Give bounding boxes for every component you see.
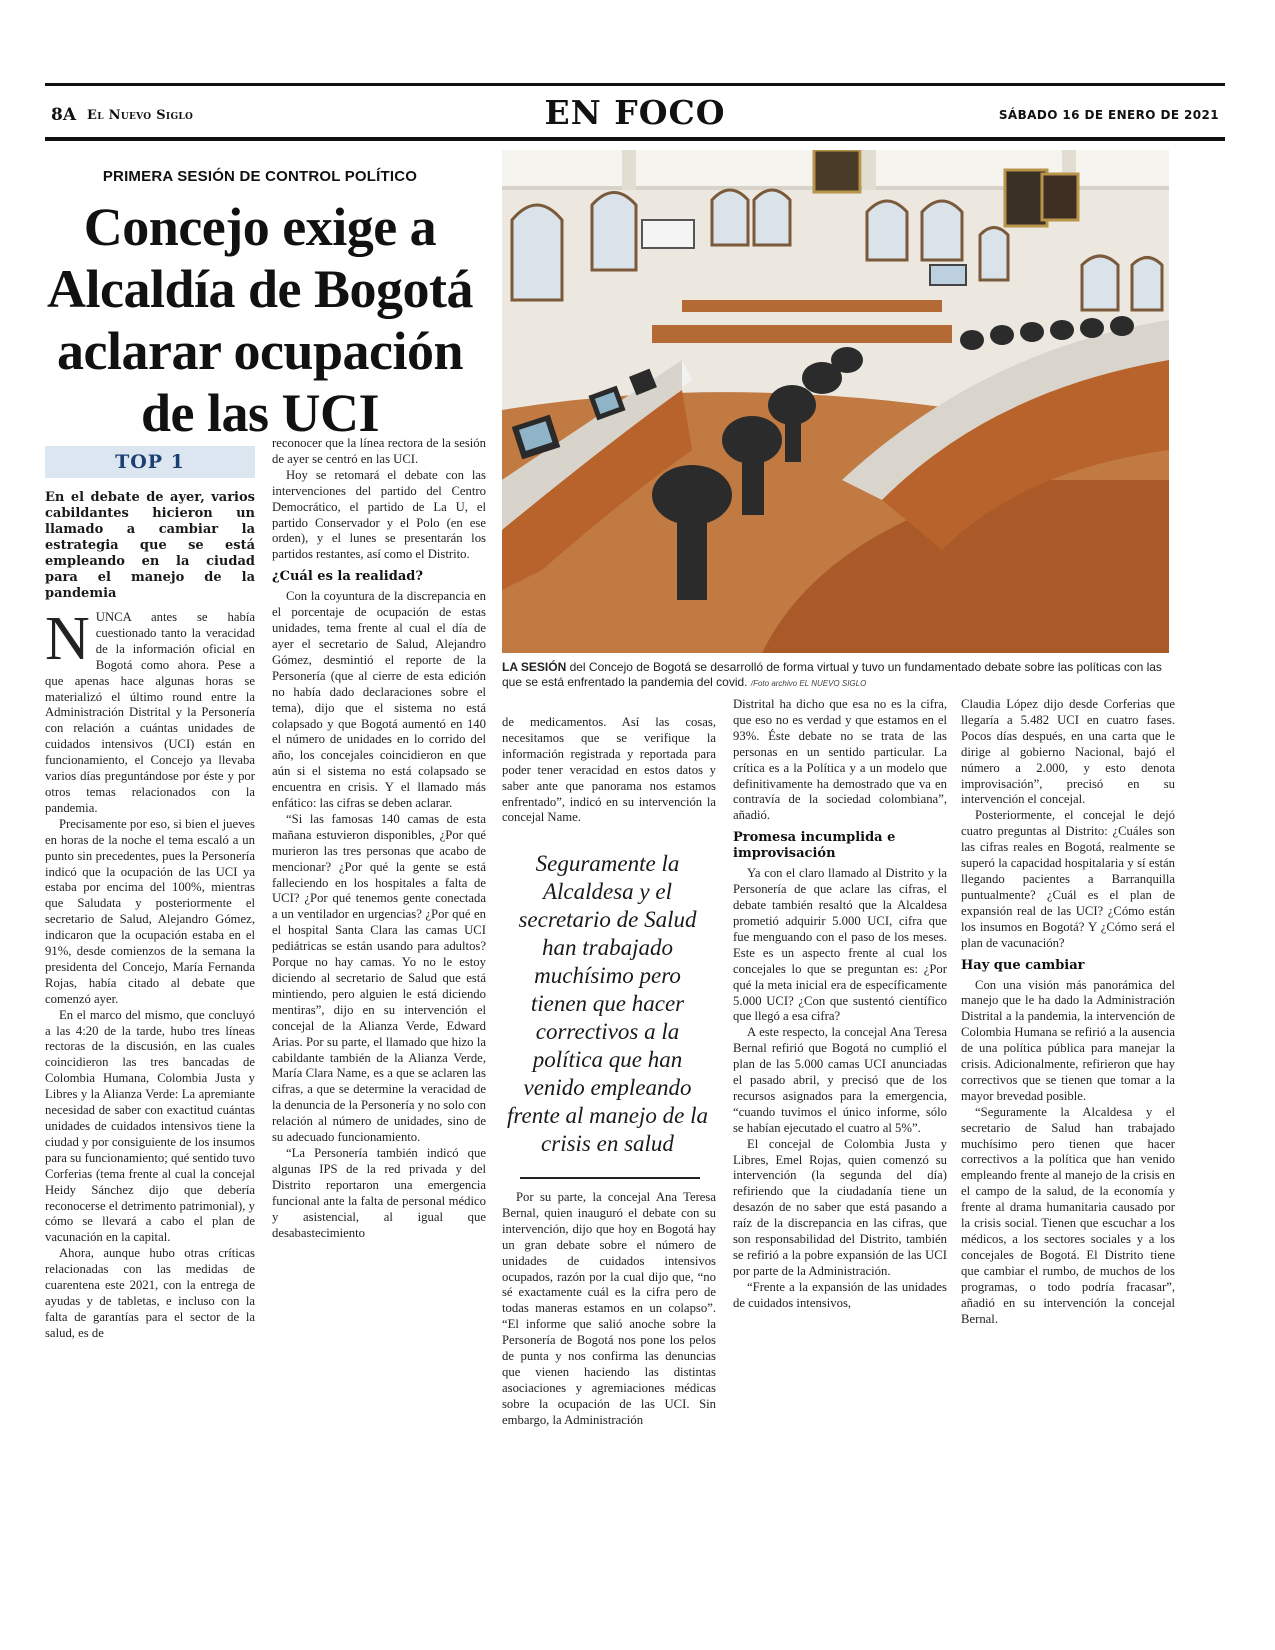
headline-line: de las UCI <box>140 383 380 443</box>
article-column-1 <box>45 605 255 1342</box>
section-title: EN FOCO <box>544 93 726 132</box>
pull-quote: Seguramente la Alcaldesa y el secretario de Salud han trabajado muchísimo pero tienen que hacer correctivos a la política que han venido empleando frente al manejo de la crisis en salud <box>507 851 708 1156</box>
paragraph: “Si las famosas 140 camas de esta mañana estuvieron disponibles, ¿Por qué murieron las tres personas que acabo de mencionar? ¿Por qué la gente se está falleciendo en los hospitales a falta de UCI? ¿Por qué tenemos gente conectada a un ventilador en urgencias? ¿Por qué en el hospital Santa Clara las camas UCI pediátricas se están usando para adultos? Porque no hay camas. Yo no le estoy diciendo al secretario de Salud que está mintiendo, pero alguien le está diciendo mentiras”, dijo en su intervención el concejal de la Alianza Verde, Edward Arias. Por su parte, el llamado que hizo la cabildante también de la Alianza Verde, María Clara Name, es a que se aclaren las cifras, a que se determine la veracidad de la denuncia de la Personería y no solo con relación al número de unidades, sino de su adecuado funcionamiento. <box>272 811 486 1145</box>
subhead-cambiar: Hay que cambiar <box>961 957 1085 973</box>
headline-line: Concejo exige a <box>83 197 437 257</box>
article-column-3-bottom <box>502 1190 716 1429</box>
paragraph: “Frente a la expansión de las unidades de cuidados intensivos, <box>733 1279 947 1310</box>
paragraph: de medicamentos. Así las cosas, necesitamos que se verifique la información registrada y reportada para poder tener veracidad en estos datos y saber ante que panorama nos estamos enfrentado”, indicó en su intervención la concejal Name. <box>502 715 716 825</box>
paragraph: Posteriormente, el concejal le dejó cuatro preguntas al Distrito: ¿Cuáles son las cifras reales en Bogotá, realmente se superó la capacidad hospitalaria y sí están llegando pacientes a Barranquilla puntualmente? ¿Cuál es el plan de expansión real de las UCI? ¿Cómo están los insumos en Bogotá? Y ¿Cómo será el plan de vacunación? <box>961 808 1175 950</box>
chamber-illustration <box>502 150 1169 653</box>
subhead-promesa: Promesa incumplida e improvisación <box>733 830 896 862</box>
paragraph: NUNCA antes se había cuestionado tanto la veracidad de la información oficial en Bogotá como ahora. Pese a que apenas hace algunas horas se materializó el último round entre la Administración Distrital y la Personería con relación a cuántas unidades de cuidados intensivos (UCI) están en funcionamiento, el Concejo ya llevaba varios días preguntándose por éste y por otros temas relacionados con la pandemia. <box>45 605 255 815</box>
header-bottom-rule <box>45 137 1225 141</box>
article-headline <box>45 196 475 444</box>
article-column-4 <box>733 697 947 1312</box>
article-column-2 <box>272 436 486 1241</box>
photo-caption <box>502 660 1169 691</box>
headline-line: aclarar ocupación <box>57 321 463 381</box>
page-header <box>45 83 1225 141</box>
header-top-rule <box>45 83 1225 86</box>
pull-quote-rule <box>520 1177 700 1179</box>
article-lede: En el debate de ayer, varios cabildantes hicieron un llamado a cambiar la estrategia que se está empleando en la ciudad para el manejo de la pandemia <box>45 490 255 601</box>
paragraph: A este respecto, la concejal Ana Teresa Bernal refirió que Bogotá no cumplió el plan de las 5.000 camas UCI anunciadas el pasado abril, y precisó que de los recursos asignados para la emergencia, “cuando tuvimos el único informe, sólo se habían ejecutado el cuatro al 5%”. <box>733 1025 947 1135</box>
paragraph: Precisamente por eso, si bien el jueves en horas de la noche el tema escaló a un punto sin precedentes, pues la Personería indicó que la ocupación de las UCI ya estaba por encima del 100%, mientras que Saludata y posteriormente el secretario de Salud, Alejandro Gómez, indicaron que la ocupación estaba en el 91%, desde comienzos de la semana la presidenta del Concejo, María Fernanda Rojas, había citado al debate que comenzó ayer. <box>45 816 255 1006</box>
paragraph: Ahora, aunque hubo otras críticas relacionadas con las medidas de cuarentena este 2021, con la entrega de ayudas y de tabletas, e incluso con la falta de garantías para el sector de la salud, es de <box>45 1246 255 1340</box>
article-column-3 <box>502 715 716 826</box>
paragraph: Ya con el claro llamado al Distrito y la Personería de que aclare las cifras, el debate también resaltó que la Alcaldesa prometió adquirir 5.000 UCI, cifra que fue menguando con el paso de los meses. Este es un aspecto frente al cual los concejales lo que se preguntan es: ¿Por qué la meta inicial era de específicamente 5.000 UCI? ¿Con que sustentó científico que llegó a esa cifra? <box>733 866 947 1024</box>
drop-cap: N <box>45 605 90 673</box>
paragraph: reconocer que la línea rectora de la sesión de ayer se centró en las UCI. <box>272 436 486 466</box>
council-chamber-photo <box>502 150 1169 653</box>
page-number: 8A <box>51 105 77 125</box>
caption-lead: LA SESIÓN <box>502 660 567 674</box>
header-date: SÁBADO 16 DE ENERO DE 2021 <box>998 108 1219 122</box>
paragraph: Con una visión más panorámica del manejo que le ha dado la Administración Distrital a la pandemia, la intervención de Colombia Humana se refirió a la ausencia de una política pública para manejar la crisis. Adicionalmente, refirieron que hay correctivos que se tienen que tomar a la mayor brevedad posible. <box>961 977 1175 1103</box>
paragraph: Hoy se retomará el debate con las intervenciones del partido del Centro Democrático, el partido de La U, el partido Conservador y el Polo (en ese orden), y el lunes se presentarán los partidos restantes, así como el Distrito. <box>272 467 486 562</box>
paragraph: El concejal de Colombia Justa y Libres, Emel Rojas, quien comenzó su intervención (la segunda del día) refiriendo que la ciudadanía tiene un desazón de no saber que está pasando a raíz de la discrepancia en las cifras, que son responsabilidad del Distrito, también se refirió a la pobre expansión de las UCI por parte de la Administración. <box>733 1136 947 1278</box>
subhead-realidad: ¿Cuál es la realidad? <box>272 569 423 585</box>
paragraph: Claudia López dijo desde Corferias que llegaría a 5.482 UCI en cuatro fases. Pocos días después, en una carta que le dirige al gobierno Nacional, bajó el número a 2.000, y esto denota improvisación”, precisó en su intervención el concejal. <box>961 697 1175 807</box>
paragraph: “La Personería también indicó que algunas IPS de la red privada y del Distrito reportaron una emergencia funcional ante la falta de personal médico y asistencial, al igual que desabastecimiento <box>272 1145 486 1240</box>
paragraph: Por su parte, la concejal Ana Teresa Bernal, quien inauguró el debate con su intervención, dijo que hoy en Bogotá hay un gran debate sobre el número de unidades de cuidados intensivos ocupados, razón por la cual dijo que, “no sé exactamente cuál es la cifra pero de todas maneras estamos en un colapso”. “El informe que salió anoche sobre la Personería de Bogotá nos pone los pelos de punta y nos confirma las denuncias que vienen haciendo las distintas asociaciones y agremiaciones médicas sobre la ocupación de las UCI. Sin embargo, la Administración <box>502 1190 716 1427</box>
article-kicker: PRIMERA SESIÓN DE CONTROL POLÍTICO <box>102 168 418 185</box>
article-column-5 <box>961 697 1175 1327</box>
top-badge: TOP 1 <box>45 446 255 478</box>
paper-name: El Nuevo Siglo <box>87 108 194 123</box>
paragraph: Distrital ha dicho que esa no es la cifra, que eso no es verdad y que estamos en el 93%. Éste debate no se trata de las personas en un sentido particular. La crítica es a la Política y a un modelo que definitivamente ha demostrado que va en contravía de la sociedad colombiana”, añadió. <box>733 697 947 823</box>
paragraph: En el marco del mismo, que concluyó a las 4:20 de la tarde, hubo tres líneas rectoras de la discusión, en las cuales coincidieron las tres bancadas de Colombia Humana, Colombia Justa y Libres y la Alianza Verde: La apremiante necesidad de saber con exactitud cuántas unidades de cuidados intensivos tiene la ciudad y por consiguiente de los insumos para su funcionamiento; qué sentido tuvo Corferias (tema frente al cual la concejal Heidy Sánchez dijo que debería reconocerse el detrimento patrimonial), y cómo se llevará a cabo el plan de vacunación en la capital. <box>45 1007 255 1245</box>
paragraph: Con la coyuntura de la discrepancia en el porcentaje de ocupación de estas unidades, tema frente al cual el día de ayer el secretario de Salud, Alejandro Gómez, desmintió el reporte de la Personería (que al cierre de esta edición no había dado declaraciones sobre el tema), dijo que el sistema no está colapsado y que Bogotá aumentó en 140 el número de unidades en lo corrido del año, los concejales coincidieron en que aún si el sistema no está colapsado se encuentra en crisis. Y el llamado más enfático: las cifras se deben aclarar. <box>272 589 486 811</box>
caption-text: del Concejo de Bogotá se desarrolló de forma virtual y tuvo un fundamentado debate sobre las políticas con las que se está enfrentado la pandemia del covid. <box>502 660 1162 689</box>
photo-credit: /Foto archivo EL NUEVO SIGLO <box>750 679 867 688</box>
headline-line: Alcaldía de Bogotá <box>46 259 473 319</box>
paragraph: “Seguramente la Alcaldesa y el secretario de Salud han trabajado muchísimo pero tienen que hacer correctivos a la política que han venido empleando frente al manejo de la crisis en el campo de la salud, de la economía y frente al drama humanitaria causado por la crisis social. Tienen que escuchar a los médicos, a los sectores sociales y a los concejales de Bogotá. El Distrito tiene que cambiar el rumbo, de muchos de los programas, o todo podría fracasar”, añadió en su intervención la concejal Bernal. <box>961 1104 1175 1326</box>
